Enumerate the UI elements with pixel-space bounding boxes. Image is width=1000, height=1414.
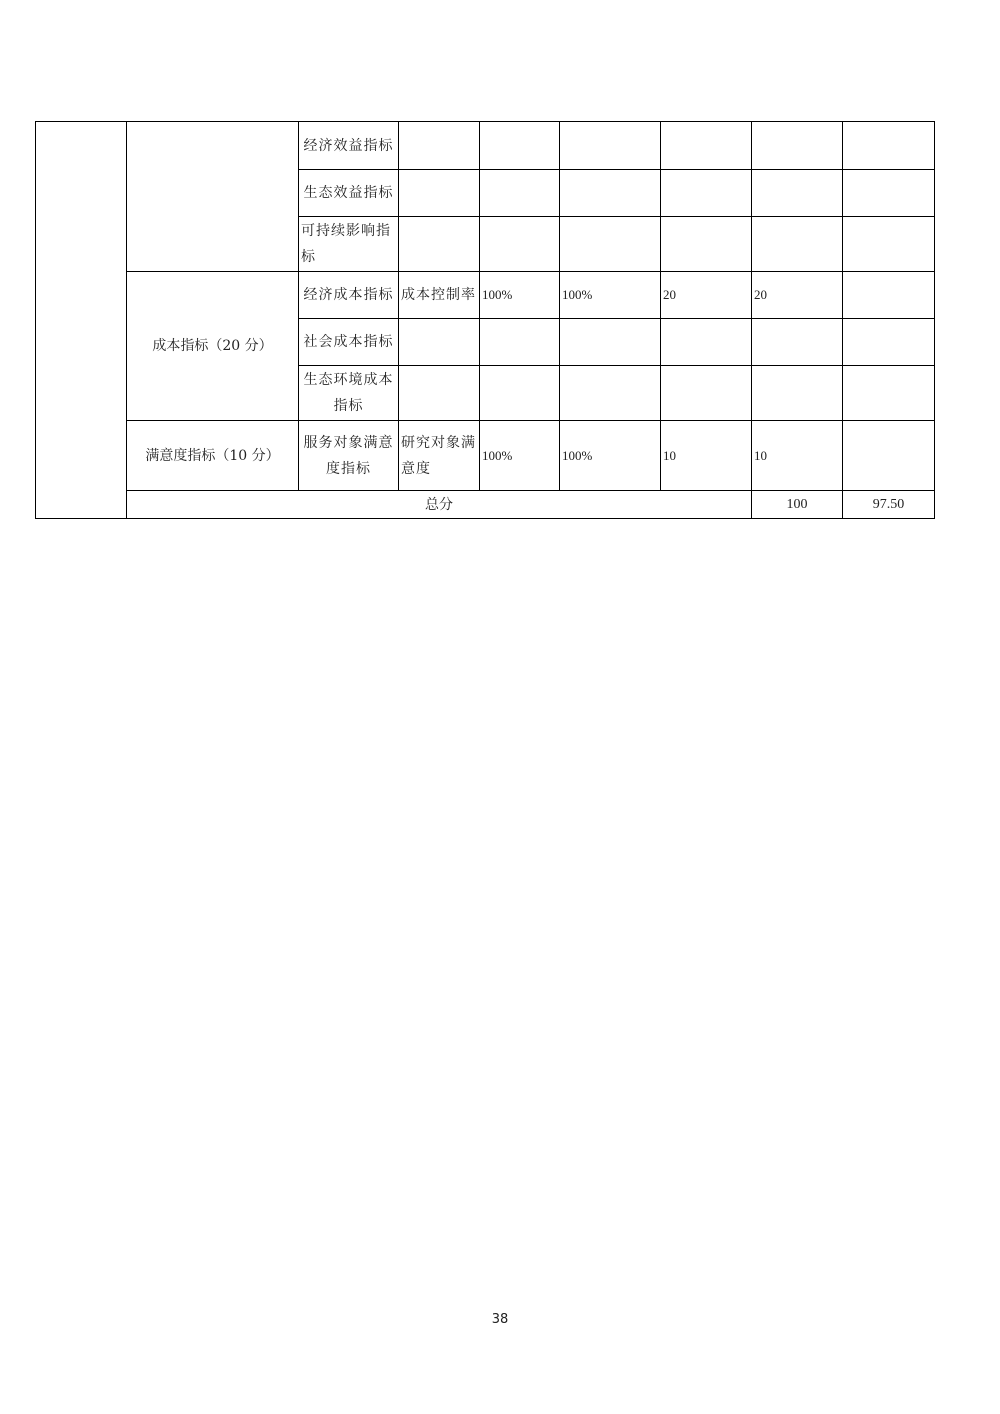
- sub-indicator-cell: [399, 217, 480, 272]
- target-cell: [480, 366, 560, 421]
- actual-cell: [560, 122, 661, 170]
- remarks-cell: [843, 217, 935, 272]
- score-cell: [752, 170, 843, 217]
- actual-cell: 100%: [560, 272, 661, 319]
- score-cell: [752, 366, 843, 421]
- actual-cell: [560, 366, 661, 421]
- score-cell: 20: [752, 272, 843, 319]
- target-cell: [480, 319, 560, 366]
- remarks-cell: [843, 319, 935, 366]
- first-level-cell: [36, 122, 127, 519]
- remarks-cell: [843, 122, 935, 170]
- score-cell: 10: [752, 421, 843, 491]
- weight-cell: [661, 170, 752, 217]
- satisfaction-indicator-group: 满意度指标（10 分）: [127, 421, 299, 491]
- sub-indicator-cell: [399, 319, 480, 366]
- remarks-cell: [843, 272, 935, 319]
- weight-cell: [661, 366, 752, 421]
- indicator-cell: 生态效益指标: [299, 170, 399, 217]
- indicator-cell: 经济效益指标: [299, 122, 399, 170]
- table-row: [36, 421, 935, 491]
- indicator-cell: 经济成本指标: [299, 272, 399, 319]
- cost-indicator-group: 成本指标（20 分）: [127, 272, 299, 421]
- table-row: [36, 122, 935, 170]
- table-row: [36, 272, 935, 319]
- remarks-cell: [843, 421, 935, 491]
- indicator-cell: 生态环境成本指标: [299, 366, 399, 421]
- indicator-cell: 社会成本指标: [299, 319, 399, 366]
- sub-indicator-cell: [399, 366, 480, 421]
- target-cell: [480, 170, 560, 217]
- actual-cell: [560, 217, 661, 272]
- total-score: 97.50: [843, 491, 935, 519]
- target-cell: [480, 217, 560, 272]
- target-cell: [480, 122, 560, 170]
- weight-cell: 10: [661, 421, 752, 491]
- remarks-cell: [843, 366, 935, 421]
- total-label: 总分: [127, 491, 752, 519]
- indicator-cell: 可持续影响指标: [299, 217, 399, 272]
- weight-cell: [661, 319, 752, 366]
- second-level-cell: [127, 122, 299, 272]
- sub-indicator-cell: 成本控制率: [399, 272, 480, 319]
- page-number: 38: [491, 1312, 509, 1327]
- score-cell: [752, 319, 843, 366]
- weight-cell: [661, 217, 752, 272]
- target-cell: 100%: [480, 272, 560, 319]
- remarks-cell: [843, 170, 935, 217]
- score-cell: [752, 217, 843, 272]
- actual-cell: [560, 170, 661, 217]
- total-row: [36, 491, 935, 519]
- total-weight: 100: [752, 491, 843, 519]
- sub-indicator-cell: [399, 170, 480, 217]
- sub-indicator-cell: [399, 122, 480, 170]
- weight-cell: 20: [661, 272, 752, 319]
- sub-indicator-cell: 研究对象满意度: [399, 421, 480, 491]
- performance-table: [35, 121, 935, 519]
- actual-cell: 100%: [560, 421, 661, 491]
- actual-cell: [560, 319, 661, 366]
- weight-cell: [661, 122, 752, 170]
- target-cell: 100%: [480, 421, 560, 491]
- indicator-cell: 服务对象满意度指标: [299, 421, 399, 491]
- score-cell: [752, 122, 843, 170]
